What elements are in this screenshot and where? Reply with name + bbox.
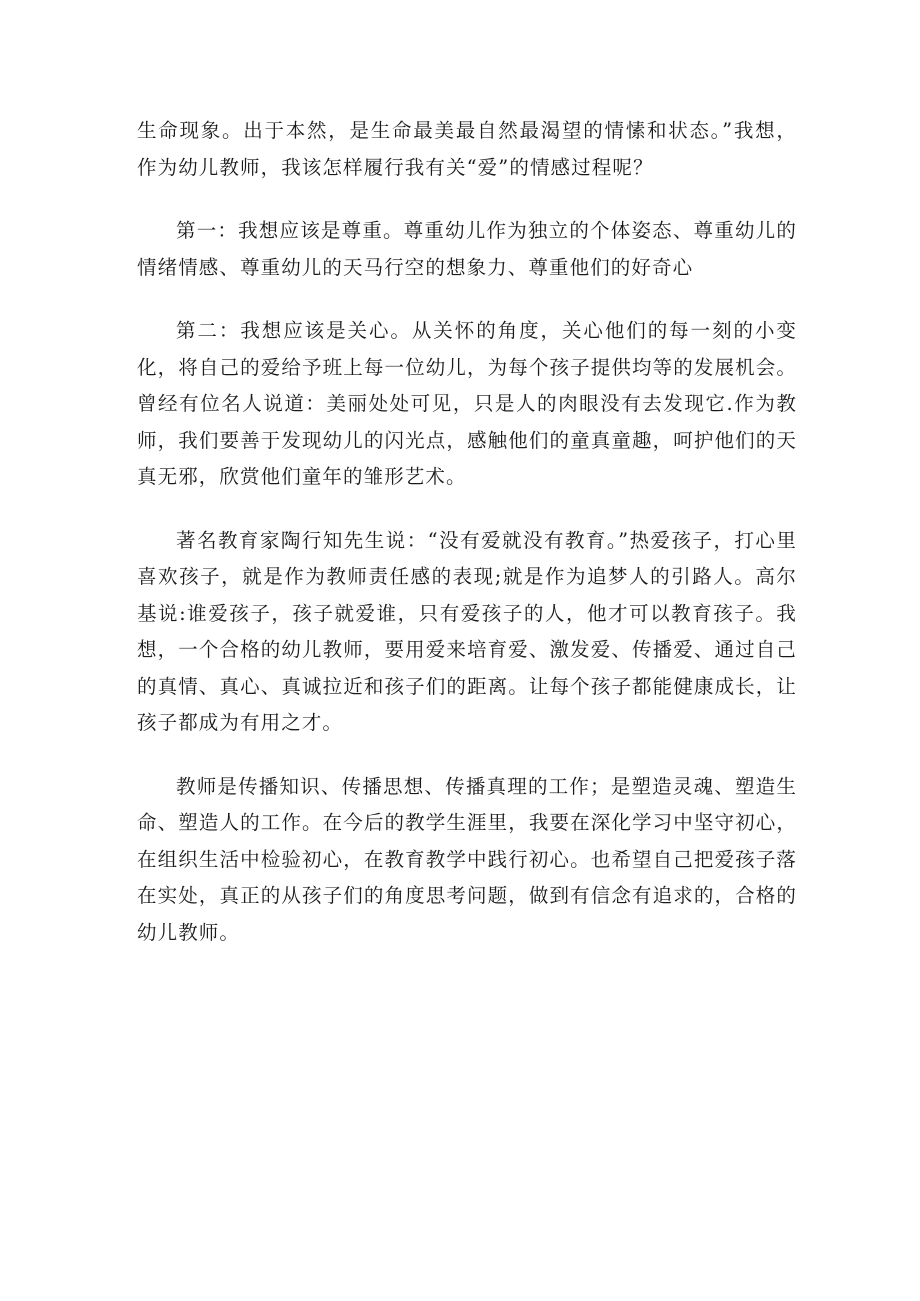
paragraph-conclusion: 教师是传播知识、传播思想、传播真理的工作；是塑造灵魂、塑造生命、塑造人的工作。在今后的教学生涯里，我要在深化学习中坚守初心，在组织生活中检验初心，在教育教学中践行初心。也希望自己把爱孩子落在实处，真正的从孩子们的角度思考问题，做到有信念有追求的，合格的幼儿教师。 xyxy=(137,774,797,944)
document-body xyxy=(137,113,797,978)
paragraph-tao-xingzhi-quote: 著名教育家陶行知先生说：“没有爱就没有教育。”热爱孩子，打心里喜欢孩子，就是作为教师责任感的表现;就是作为追梦人的引路人。高尔基说:谁爱孩子，孩子就爱谁，只有爱孩子的人，他才可以教育孩子。我想，一个合格的幼儿教师，要用爱来培育爱、激发爱、传播爱、通过自己的真情、真心、真诚拉近和孩子们的距离。让每个孩子都能健康成长，让孩子都成为有用之才。 xyxy=(137,528,797,734)
paragraph-respect: 第一：我想应该是尊重。尊重幼儿作为独立的个体姿态、尊重幼儿的情绪情感、尊重幼儿的天马行空的想象力、尊重他们的好奇心 xyxy=(137,219,797,279)
paragraph-continuation: 生命现象。出于本然，是生命最美最自然最渴望的情愫和状态。”我想，作为幼儿教师，我该怎样履行我有关“爱”的情感过程呢？ xyxy=(137,119,797,179)
paragraph-care: 第二：我想应该是关心。从关怀的角度，关心他们的每一刻的小变化，将自己的爱给予班上每一位幼儿，为每个孩子提供均等的发展机会。曾经有位名人说道：美丽处处可见，只是人的肉眼没有去发现它.作为教师，我们要善于发现幼儿的闪光点，感触他们的童真童趣，呵护他们的天真无邪，欣赏他们童年的雏形艺术。 xyxy=(137,319,797,488)
